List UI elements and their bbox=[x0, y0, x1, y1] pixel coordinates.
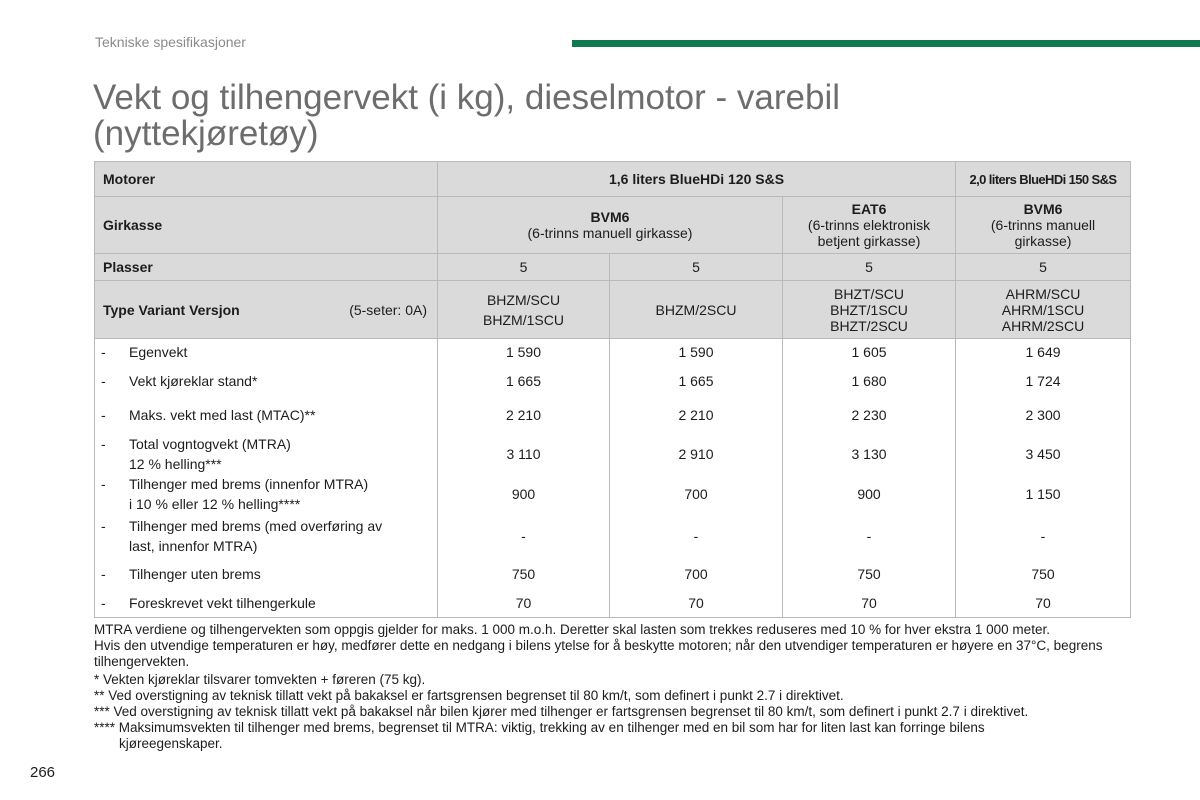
table-row bbox=[95, 589, 1131, 618]
footnote-4: **** Maksimumsvekten til tilhenger med brems, begrenset til MTRA: viktig, trekking av en tilhenger med en bil som har for liten last kan forringe bilens bbox=[94, 720, 985, 735]
motorer-label: Motorer bbox=[95, 162, 438, 197]
row-label bbox=[129, 434, 431, 474]
footnote-3: *** Ved overstigning av teknisk tillatt vekt på bakaksel når bilen kjører med tilhenger er fartsgrensen begrenset til 80 km/t, som definert i punkt 2.7 i direktivet. bbox=[94, 704, 1029, 719]
footnote-2: ** Ved overstigning av teknisk tillatt vekt på bakaksel er fartsgrensen begrenset til 80 km/t, som definert i punkt 2.7 i direktivet. bbox=[94, 688, 844, 703]
row-girkasse bbox=[95, 197, 1131, 254]
type-cell bbox=[783, 281, 956, 339]
row-dash: - bbox=[101, 344, 106, 361]
girkasse-label: Girkasse bbox=[95, 197, 438, 254]
row-value: 1 724 bbox=[956, 366, 1131, 396]
row-dash: - bbox=[101, 565, 106, 582]
page-title: Vekt og tilhengervekt (i kg), dieselmotor - varebil (nyttekjøretøy) bbox=[93, 78, 840, 153]
section-label: Tekniske spesifikasjoner bbox=[95, 34, 246, 50]
type-code: BHZT/2SCU bbox=[830, 317, 908, 334]
row-value: - bbox=[783, 514, 956, 559]
row-dash: - bbox=[101, 518, 106, 534]
gear-bvm6b-title: BVM6 bbox=[1023, 201, 1063, 217]
row-dash: - bbox=[101, 406, 106, 423]
plasser-value: 5 bbox=[438, 254, 610, 281]
row-value: 900 bbox=[783, 474, 956, 514]
type-code: BHZM/SCU bbox=[486, 291, 561, 308]
engine-1-header: 1,6 liters BlueHDi 120 S&S bbox=[438, 162, 956, 197]
row-value: 1 649 bbox=[956, 339, 1131, 366]
section-accent-bar bbox=[572, 40, 1200, 47]
row-label: Vekt kjøreklar stand* bbox=[129, 372, 258, 389]
row-value: 900 bbox=[438, 474, 610, 514]
row-label-line: Total vogntogvekt (MTRA) bbox=[129, 435, 291, 452]
row-value: 70 bbox=[610, 589, 783, 618]
row-dash: - bbox=[101, 435, 106, 452]
row-label-line: i 10 % eller 12 % helling**** bbox=[129, 495, 301, 512]
row-label-line: Tilhenger med brems (med overføring av bbox=[129, 518, 383, 534]
type-code: AHRM/2SCU bbox=[1001, 317, 1085, 334]
footnote-4-continued: kjøreegenskaper. bbox=[119, 736, 223, 751]
type-code: BHZT/SCU bbox=[834, 285, 904, 302]
row-label-line: 12 % helling*** bbox=[129, 455, 222, 472]
row-value: 750 bbox=[438, 559, 610, 589]
row-label bbox=[129, 516, 431, 556]
table-row bbox=[95, 339, 1131, 366]
weight-spec-table bbox=[94, 161, 1131, 618]
row-value: 3 130 bbox=[783, 434, 956, 474]
row-label: Egenvekt bbox=[129, 344, 188, 361]
row-value: 2 230 bbox=[783, 396, 956, 434]
row-value: 70 bbox=[783, 589, 956, 618]
type-cell bbox=[956, 281, 1131, 339]
table-row bbox=[95, 396, 1131, 434]
row-value: 750 bbox=[783, 559, 956, 589]
plasser-value: 5 bbox=[610, 254, 783, 281]
note-altitude: MTRA verdiene og tilhengervekten som oppgis gjelder for maks. 1 000 m.o.h. Deretter skal lasten som trekkes reduseres med 10 % for hver ekstra 1 000 meter. bbox=[94, 622, 1050, 637]
gear-eat6-cell bbox=[783, 197, 956, 254]
row-type-variant bbox=[95, 281, 1131, 339]
type-label: Type Variant Versjon bbox=[103, 301, 240, 318]
table-row bbox=[95, 366, 1131, 396]
type-cell bbox=[438, 281, 610, 339]
row-label-line: last, innenfor MTRA) bbox=[129, 538, 258, 554]
row-value: 2 910 bbox=[610, 434, 783, 474]
footnote-1: * Vekten kjøreklar tilsvarer tomvekten + føreren (75 kg). bbox=[94, 672, 426, 687]
table-row bbox=[95, 559, 1131, 589]
row-motorer bbox=[95, 162, 1131, 197]
gear-eat6-desc: (6-trinns elektronisk betjent girkasse) bbox=[807, 217, 931, 249]
gear-bvm6b-cell bbox=[956, 197, 1131, 254]
type-sub-label: (5-seter: 0A) bbox=[349, 301, 427, 318]
row-value: 1 590 bbox=[610, 339, 783, 366]
row-label: Foreskrevet vekt tilhengerkule bbox=[129, 594, 316, 611]
row-dash: - bbox=[101, 475, 106, 492]
row-value: 1 680 bbox=[783, 366, 956, 396]
row-dash: - bbox=[101, 372, 106, 389]
row-value: 700 bbox=[610, 559, 783, 589]
row-label bbox=[129, 474, 431, 514]
row-value: 70 bbox=[956, 589, 1131, 618]
plasser-label: Plasser bbox=[95, 254, 438, 281]
row-label: Tilhenger uten brems bbox=[129, 565, 261, 582]
table-row bbox=[95, 434, 1131, 474]
row-plasser bbox=[95, 254, 1131, 281]
type-code: AHRM/1SCU bbox=[1001, 301, 1085, 318]
row-value: 2 210 bbox=[610, 396, 783, 434]
row-value: 70 bbox=[438, 589, 610, 618]
row-value: - bbox=[610, 514, 783, 559]
type-label-cell bbox=[95, 281, 438, 339]
note-temperature: Hvis den utvendige temperaturen er høy, medfører dette en nedgang i bilens ytelse for å beskytte motoren; når den utvendiger temperaturen er høyere en 37°C, begrens tilhengervekten. bbox=[94, 638, 1103, 669]
type-code: BHZT/1SCU bbox=[830, 301, 908, 318]
row-value: - bbox=[956, 514, 1131, 559]
gear-bvm6b-desc: (6-trinns manuell girkasse) bbox=[990, 217, 1096, 249]
row-label: Maks. vekt med last (MTAC)** bbox=[129, 406, 316, 423]
notes-block bbox=[94, 622, 1134, 752]
page-number: 266 bbox=[30, 764, 56, 781]
row-value: 2 300 bbox=[956, 396, 1131, 434]
row-value: 1 665 bbox=[610, 366, 783, 396]
type-code: AHRM/SCU bbox=[1005, 285, 1081, 302]
type-code: BHZM/1SCU bbox=[483, 311, 564, 328]
plasser-value: 5 bbox=[956, 254, 1131, 281]
row-value: 700 bbox=[610, 474, 783, 514]
row-dash: - bbox=[101, 594, 106, 611]
row-value: 2 210 bbox=[438, 396, 610, 434]
type-code: BHZM/2SCU bbox=[655, 301, 737, 318]
table-row bbox=[95, 474, 1131, 514]
row-value: 1 605 bbox=[783, 339, 956, 366]
plasser-value: 5 bbox=[783, 254, 956, 281]
row-label-line: Tilhenger med brems (innenfor MTRA) bbox=[129, 475, 369, 492]
type-cell bbox=[610, 281, 783, 339]
gear-bvm6-cell bbox=[438, 197, 783, 254]
row-value: 1 150 bbox=[956, 474, 1131, 514]
row-value: 3 110 bbox=[438, 434, 610, 474]
engine-2-header: 2,0 liters BlueHDi 150 S&S bbox=[956, 162, 1131, 197]
row-value: 1 590 bbox=[438, 339, 610, 366]
gear-bvm6-title: BVM6 bbox=[590, 209, 630, 225]
row-value: 1 665 bbox=[438, 366, 610, 396]
row-value: - bbox=[438, 514, 610, 559]
gear-eat6-title: EAT6 bbox=[851, 201, 887, 217]
row-value: 3 450 bbox=[956, 434, 1131, 474]
gear-bvm6-desc: (6-trinns manuell girkasse) bbox=[527, 225, 693, 241]
row-value: 750 bbox=[956, 559, 1131, 589]
table-row bbox=[95, 514, 1131, 559]
